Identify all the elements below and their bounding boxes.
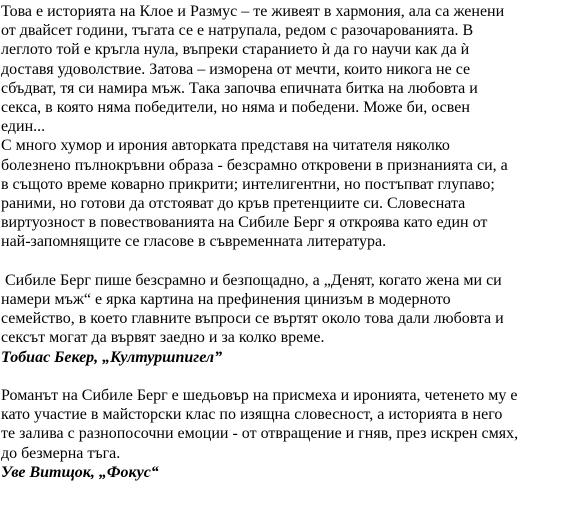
paragraph-spacer bbox=[1, 252, 580, 271]
text-line: като участие в майсторски клас по изящна словесност, а историята в него bbox=[1, 406, 503, 424]
text-line: секса, в която няма победители, но няма и победени. Може би, освен bbox=[1, 99, 470, 117]
text-line: болезнено пълнокръвни образа - безсрамно откровени в признанията си, а bbox=[1, 156, 508, 174]
text-line: един... bbox=[1, 118, 46, 136]
text-line: Сибиле Берг пише безсрамно и безпощадно, а „Денят, когато жена ми си bbox=[1, 271, 502, 289]
text-line: виртуозност в повествованията на Сибиле Берг я откроява като един от bbox=[1, 214, 488, 232]
review-quote-2 bbox=[1, 386, 580, 463]
review-quote-1 bbox=[1, 271, 580, 348]
review-attribution-1: Тобиас Бекер, „Културшпигел” bbox=[1, 348, 223, 366]
text-line: в същото време коварно прикрити; интелигентни, но постъпват глупаво; bbox=[1, 175, 495, 193]
paragraph-spacer bbox=[1, 367, 580, 386]
paragraph-author-style bbox=[1, 136, 580, 251]
review-attribution-2: Уве Витщок, „Фокус“ bbox=[1, 463, 159, 481]
text-line: Това е историята на Клое и Размус – те живеят в хармония, ала са женени bbox=[1, 3, 505, 20]
text-line: семейство, в което главните въпроси се въртят около това дали любовта и bbox=[1, 310, 504, 328]
text-line: намери мъж“ е ярка картина на префинения цинизъм в модерното bbox=[1, 291, 451, 309]
text-line: С много хумор и ирония авторката представя на читателя няколко bbox=[1, 137, 450, 155]
paragraph-plot-summary bbox=[1, 2, 580, 136]
text-line: сексът могат да вървят заедно и за колко време. bbox=[1, 329, 325, 347]
text-line: най-запомнящите се гласове в съвременната литература. bbox=[1, 233, 387, 251]
text-line: те залива с разнопосочни емоции - от отвращение и гняв, през искрен смях, bbox=[1, 425, 519, 443]
text-line: сбъдват, тя си намира мъж. Така започва епичната битка на любовта и bbox=[1, 79, 478, 97]
text-line: доставя удоволствие. Затова – изморена от мечти, които никога не се bbox=[1, 60, 471, 78]
text-line: до безмерна тъга. bbox=[1, 444, 121, 462]
text-line: от двайсет години, тъгата се е натрупала, редом с разочарованията. В bbox=[1, 22, 474, 40]
text-line: Романът на Сибиле Берг е шедьовър на присмеха и иронията, четенето му е bbox=[1, 387, 518, 405]
text-line: раними, но готови да отстояват до кръв претенциите си. Словесната bbox=[1, 195, 466, 213]
text-line: леглото той е кръгла нула, въпреки старанието ѝ да го научи как да ѝ bbox=[1, 41, 470, 59]
